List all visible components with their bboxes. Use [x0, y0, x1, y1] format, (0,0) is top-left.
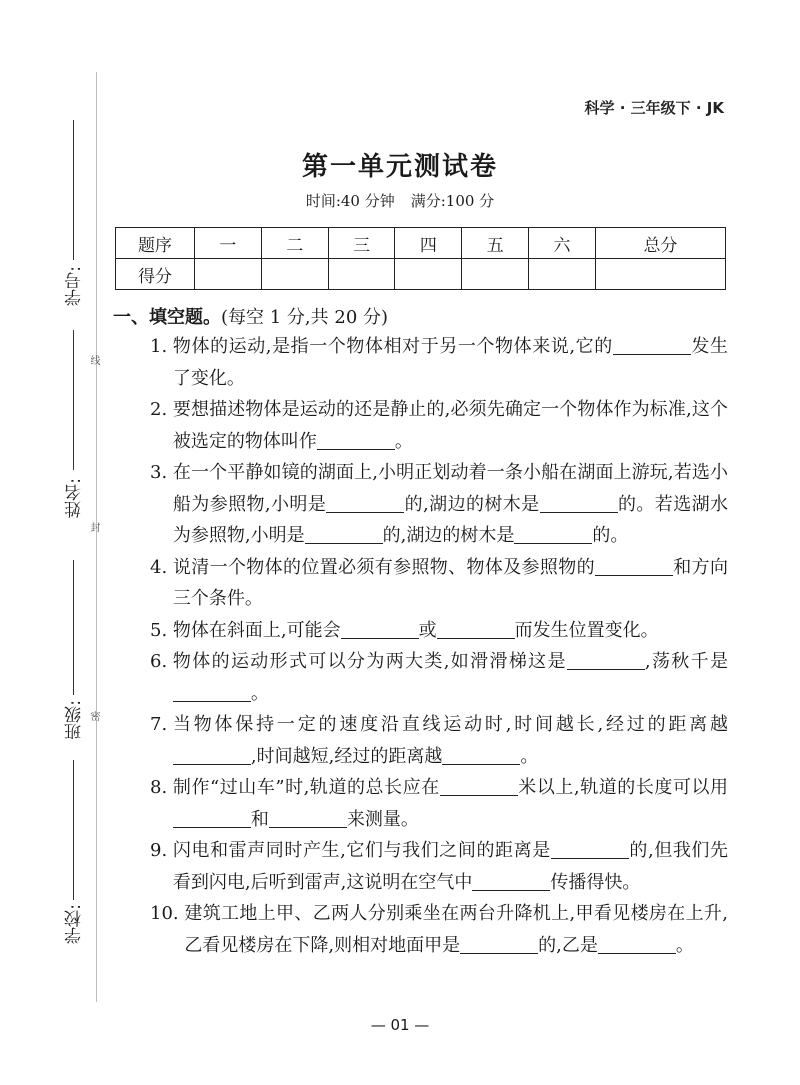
answer-blank[interactable] — [551, 838, 629, 859]
answer-blank[interactable] — [472, 870, 550, 891]
answer-blank[interactable] — [514, 523, 592, 544]
secret-cut-mark: 密 — [88, 711, 99, 721]
answer-blank[interactable] — [437, 618, 515, 639]
question-item — [150, 772, 728, 835]
score-input-cell[interactable] — [195, 259, 262, 290]
answer-blank[interactable] — [173, 807, 251, 828]
question-text — [173, 835, 728, 898]
name-rule — [73, 330, 74, 470]
question-text-segment: 的。 — [592, 525, 629, 546]
answer-blank[interactable] — [460, 933, 538, 954]
question-text — [173, 552, 728, 615]
question-number: 8. — [150, 777, 173, 798]
score-table-header-row — [116, 228, 726, 259]
question-text-segment: 物体在斜面上,可能会 — [172, 619, 341, 641]
question-text-segment: 的,湖边的树木是 — [404, 493, 540, 515]
time-limit: 时间:40 分钟 — [305, 192, 395, 210]
score-row-label: 得分 — [116, 259, 195, 290]
question-text-segment: 的,但我们先看到闪电,后听到雷声,这说明在空气中 — [172, 840, 728, 893]
question-text-segment: 发生了变化。 — [172, 336, 729, 389]
answer-blank[interactable] — [341, 618, 419, 639]
line-cut-mark: 线 — [88, 355, 99, 365]
question-item — [150, 709, 728, 772]
score-table-cell: 三 — [328, 228, 395, 259]
question-text-segment: 。 — [520, 745, 539, 767]
answer-blank[interactable] — [595, 555, 673, 576]
score-table-cell: 一 — [195, 228, 262, 259]
question-text-segment: 。 — [394, 430, 413, 452]
score-input-cell[interactable] — [328, 259, 395, 290]
score-table-cell: 二 — [261, 228, 328, 259]
score-input-cell[interactable] — [529, 259, 596, 290]
question-item — [150, 457, 728, 552]
question-number: 1. — [150, 336, 173, 357]
question-text-segment: 和 — [250, 808, 269, 830]
question-text — [173, 615, 728, 647]
question-item — [150, 552, 728, 615]
score-table-score-row — [116, 259, 726, 290]
answer-blank[interactable] — [442, 744, 520, 765]
question-item — [150, 331, 728, 394]
question-text-segment: 说清一个物体的位置必须有参照物、物体及参照物的 — [172, 556, 595, 578]
question-text — [173, 331, 728, 394]
question-text — [173, 709, 728, 772]
class-label: 班级: — [65, 700, 85, 740]
answer-blank[interactable] — [173, 744, 251, 765]
question-text-segment: 和方向三个条件。 — [172, 556, 729, 609]
student-id-label: 学号: — [65, 266, 85, 306]
question-item — [150, 646, 728, 709]
question-text-segment: 或 — [418, 619, 437, 641]
score-table-cell: 总分 — [595, 228, 725, 259]
question-item — [150, 615, 728, 647]
score-input-cell[interactable] — [395, 259, 462, 290]
question-item — [150, 394, 728, 457]
school-label: 学校: — [65, 904, 85, 944]
question-number: 7. — [150, 714, 173, 735]
question-text-segment: 而发生位置变化。 — [514, 619, 659, 641]
section-heading — [113, 303, 388, 329]
score-table — [115, 227, 726, 290]
question-text — [173, 457, 728, 552]
score-table-cell: 五 — [462, 228, 529, 259]
full-score: 满分:100 分 — [410, 192, 495, 210]
answer-blank[interactable] — [173, 681, 251, 702]
score-table-cell: 四 — [395, 228, 462, 259]
question-text — [173, 646, 728, 709]
question-text-segment: 闪电和雷声同时产生,它们与我们之间的距离是 — [172, 840, 551, 861]
question-number: 6. — [150, 651, 173, 672]
question-text-segment: 物体的运动形式可以分为两大类,如滑滑梯这是 — [172, 651, 567, 672]
answer-blank[interactable] — [326, 492, 404, 513]
question-text-segment: ,时间越短,经过的距离越 — [250, 745, 443, 767]
question-text-segment: 建筑工地上甲、乙两人分别乘坐在两台升降机上,甲看见楼房在上升,乙看见楼房在下降,则相对地面甲是 — [184, 903, 728, 956]
answer-blank[interactable] — [317, 429, 395, 450]
score-input-cell[interactable] — [261, 259, 328, 290]
question-number: 4. — [150, 556, 173, 578]
question-text-segment: 制作“过山车”时,轨道的总长应在 — [172, 777, 440, 798]
section-title: 一、填空题。 — [113, 307, 221, 328]
answer-blank[interactable] — [613, 334, 691, 355]
question-text-segment: 传播得快。 — [550, 871, 641, 893]
question-list — [150, 331, 728, 961]
question-text-segment: ,荡秋千是 — [644, 651, 728, 672]
answer-blank[interactable] — [305, 523, 383, 544]
question-number: 2. — [150, 399, 173, 420]
class-rule — [73, 560, 74, 695]
question-text-segment: 的。若选湖水为参照物,小明是 — [172, 493, 728, 546]
question-text — [184, 898, 728, 961]
question-number: 3. — [150, 462, 173, 483]
exam-meta — [0, 190, 800, 211]
question-item — [150, 898, 728, 961]
question-text-segment: 要想描述物体是运动的还是静止的,必须先确定一个物体作为标准,这个被选定的物体叫作 — [172, 399, 728, 452]
answer-blank[interactable] — [540, 492, 618, 513]
question-text-segment: 物体的运动,是指一个物体相对于另一个物体来说,它的 — [172, 336, 613, 357]
question-text-segment: 米以上,轨道的长度可以用 — [517, 777, 728, 798]
question-number: 5. — [150, 619, 173, 641]
question-number: 10. — [150, 903, 185, 924]
question-text — [173, 394, 728, 457]
question-text-segment: 。 — [250, 682, 269, 704]
answer-blank[interactable] — [440, 775, 518, 796]
seal-cut-mark: 封 — [88, 522, 99, 532]
section-note: (每空 1 分,共 20 分) — [221, 307, 389, 328]
answer-blank[interactable] — [598, 933, 676, 954]
answer-blank[interactable] — [269, 807, 347, 828]
school-rule — [73, 760, 74, 900]
page-title: 第一单元测试卷 — [301, 152, 498, 182]
score-table-cell: 题序 — [116, 228, 195, 259]
question-text-segment: 的,乙是 — [538, 934, 598, 956]
question-text-segment: 。 — [675, 934, 694, 956]
subject-grade-tag: 科学 · 三年级下 · JK — [584, 99, 724, 117]
score-input-cell[interactable] — [595, 259, 725, 290]
question-text-segment: 来测量。 — [346, 808, 419, 830]
question-text — [173, 772, 728, 835]
question-item — [150, 835, 728, 898]
name-label: 姓名: — [65, 478, 85, 518]
question-text-segment: 当物体保持一定的速度沿直线运动时,时间越长,经过的距离越 — [172, 714, 728, 735]
binding-line — [96, 72, 97, 1002]
score-input-cell[interactable] — [462, 259, 529, 290]
page-number: — 01 — — [370, 1016, 430, 1034]
question-number: 9. — [150, 840, 173, 861]
answer-blank[interactable] — [567, 649, 645, 670]
question-text-segment: 的,湖边的树木是 — [382, 525, 515, 546]
question-text-segment: 在一个平静如镜的湖面上,小明正划动着一条小船在湖面上游玩,若选小船为参照物,小明是 — [172, 462, 728, 515]
score-table-cell: 六 — [529, 228, 596, 259]
